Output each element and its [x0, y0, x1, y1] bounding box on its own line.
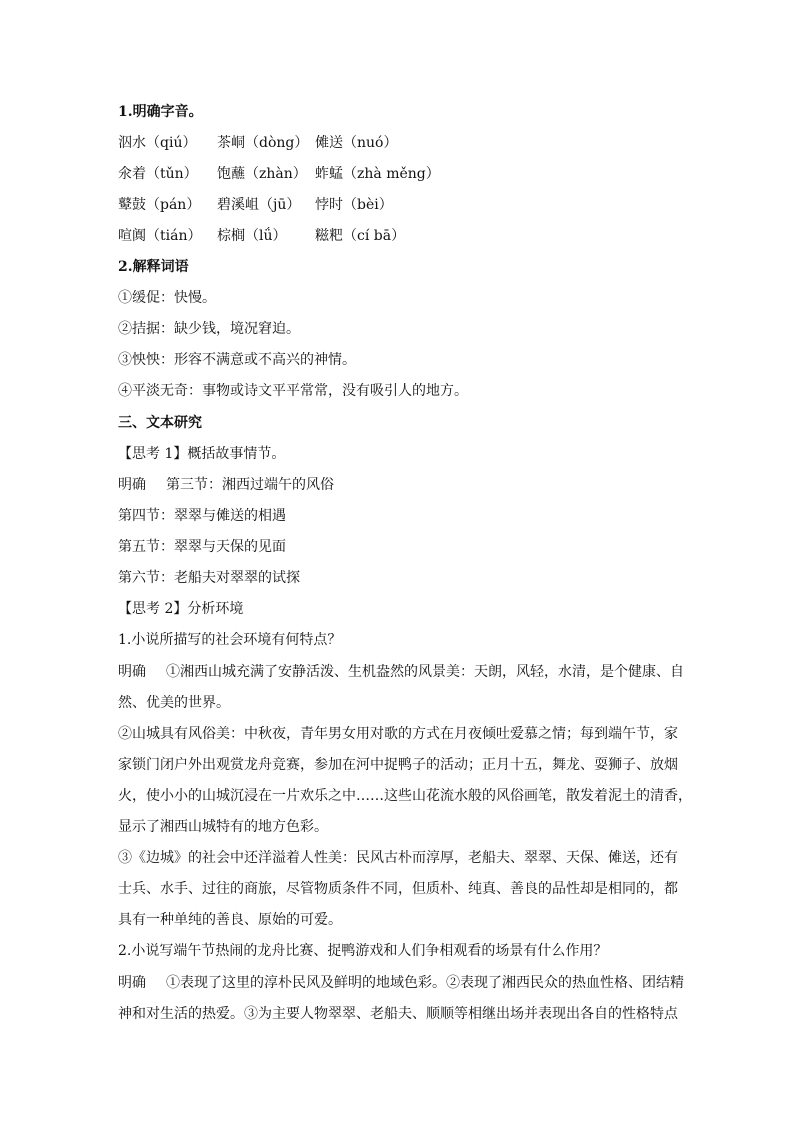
pinyin-item: 悖时（bèi） — [315, 197, 393, 213]
pinyin-item: 棕榈（lǘ） — [217, 228, 287, 244]
paragraph-line: 具有一种单纯的善良、原始的可爱。 — [118, 912, 342, 928]
think1-title: 【思考 1】概括故事情节。 — [118, 446, 286, 462]
paragraph-line: 然、优美的世界。 — [118, 695, 230, 711]
answer-label: 明确 — [118, 664, 146, 680]
pinyin-item: 碧溪岨（jū） — [217, 197, 301, 213]
vocab-heading: 2.解释词语 — [118, 259, 189, 275]
pinyin-item: 泅水（qiú） — [118, 135, 197, 151]
paragraph-line: 明确 ①湘西山城充满了安静活泼、生机盎然的风景美：天朗，风轻，水清，是个健康、自 — [118, 664, 684, 680]
paragraph-line: ③《边城》的社会中还洋溢着人性美：民风古朴而淳厚，老船夫、翠翠、天保、傩送，还有 — [118, 850, 678, 866]
answer-label: 明确 — [118, 975, 146, 991]
pinyin-row — [118, 164, 455, 184]
vocab-item: ④平淡无奇：事物或诗文平平常常，没有吸引人的地方。 — [118, 383, 468, 399]
paragraph-line: 显示了湘西山城特有的地方色彩。 — [118, 819, 328, 835]
plot-line: 第五节：翠翠与天保的见面 — [118, 539, 286, 555]
pinyin-row — [118, 226, 455, 246]
plot-line: 第三节：湘西过端午的风俗 — [166, 477, 334, 493]
pinyin-item: 饱蘸（zhàn） — [217, 166, 307, 182]
answer-label: 明确 — [118, 477, 146, 493]
paragraph-line: 神和对生活的热爱。③为主要人物翠翠、老船夫、顺顺等相继出场并表现出各自的性格特点 — [118, 1006, 678, 1022]
paragraph-line: 火，使小小的山城沉浸在一片欢乐之中……这些山花流水般的风俗画笔，散发着泥土的清香， — [118, 788, 692, 804]
pinyin-item: 喧阗（tián） — [118, 228, 202, 244]
plot-line: 第六节：老船夫对翠翠的试探 — [118, 570, 300, 586]
pinyin-row — [118, 133, 455, 153]
paragraph-line: 士兵、水手、过往的商旅，尽管物质条件不同，但质朴、纯真、善良的品性却是相同的，都 — [118, 881, 678, 897]
pinyin-item: 氽着（tǔn） — [118, 166, 198, 182]
study-heading: 三、文本研究 — [118, 415, 202, 431]
vocab-item: ③怏怏：形容不满意或不高兴的神情。 — [118, 352, 356, 368]
plot-line: 第四节：翠翠与傩送的相遇 — [118, 508, 286, 524]
think2-title: 【思考 2】分析环境 — [118, 601, 244, 617]
paragraph-line: ②山城具有风俗美：中秋夜，青年男女用对歌的方式在月夜倾吐爱慕之情；每到端午节，家 — [118, 726, 678, 742]
pinyin-item: 茶峒（dòng） — [217, 135, 309, 151]
paragraph-line: 明确 ①表现了这里的淳朴民风及鲜明的地域色彩。②表现了湘西民众的热血性格、团结精 — [118, 975, 684, 991]
pinyin-heading: 1.明确字音。 — [118, 104, 203, 120]
paragraph-line: 家锁门闭户外出观赏龙舟竞赛，参加在河中捉鸭子的活动；正月十五，舞龙、耍狮子、放烟 — [118, 757, 678, 773]
question-1: 1.小说所描写的社会环境有何特点？ — [118, 632, 342, 648]
think1-answer-line — [118, 475, 334, 495]
pinyin-item: 鼙鼓（pán） — [118, 197, 201, 213]
question-2: 2.小说写端午节热闹的龙舟比赛、捉鸭游戏和人们争相观看的场景有什么作用？ — [118, 943, 608, 959]
vocab-item: ②拮据：缺少钱，境况窘迫。 — [118, 321, 300, 337]
pinyin-item: 蚱蜢（zhà měng） — [315, 166, 440, 182]
pinyin-item: 傩送（nuó） — [315, 135, 398, 151]
pinyin-item: 糍粑（cí bā） — [315, 228, 406, 244]
vocab-item: ①缓促：快慢。 — [118, 290, 216, 306]
pinyin-row — [118, 195, 455, 215]
